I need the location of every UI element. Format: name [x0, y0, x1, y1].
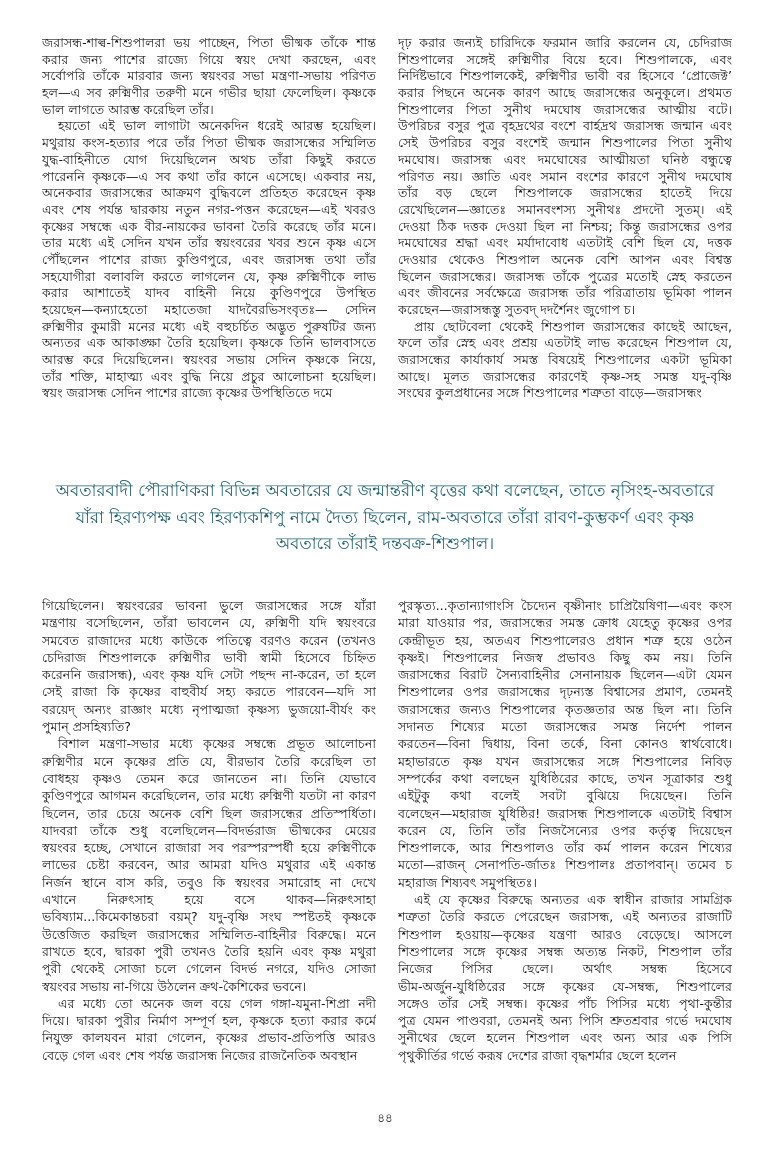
column-top-right: [398, 35, 732, 402]
text-line: হল—এ সব রুক্মিণীর তরুণী মনে গভীর ছায়া ফেলেছিল। কৃষ্ণকে: [42, 85, 376, 101]
text-line: পুত্র যেমন পাণ্ডবরা, তেমনই অন্য পিসি শ্রুতশ্রবার গর্ভে দমঘোষ: [398, 1013, 732, 1029]
text-line: সদানত শিষ্যের মতো জরাসন্ধের সমস্ত নির্দেশ পালন: [398, 719, 732, 735]
text-line: সম্পর্কের কথা বলছেন যুধিষ্ঠিরের কাছে, তখন সূত্রাকার শুধু: [398, 770, 732, 786]
text-line: বোধহয় কৃষ্ণও তেমন করে জানতেন না। তিনি যেভাবে: [42, 770, 376, 786]
column-bottom-right: [398, 597, 732, 1064]
text-line: স্বয়ংবর সভায় না-গিয়ে উঠলেন ক্রথ-কৈশিকের ভবনে।: [42, 978, 307, 994]
text-line: করেন যে, তিনি তাঁর নিজসৈন্যের ওপর কর্তৃত্ব দিয়েছেন: [398, 822, 732, 838]
text-line: মহাভারতে কৃষ্ণ যখন জরাসন্ধের সঙ্গে শিশুপালের নিবিড়: [398, 753, 732, 769]
text-line: সর্বোপরি তাঁকে মারবার জন্য স্বয়ংবর সভা মন্ত্রণা-সভায় পরিণত: [42, 68, 376, 84]
text-line: আরম্ভ করে দিয়েছিলেন। স্বয়ংবর সভায় সেদিন কৃষ্ণকে নিয়ে,: [42, 352, 376, 368]
text-line: জরাসন্ধের বিরাট সৈন্যবাহিনীর সেনানায়ক ছিলেন—এটা যেমন: [398, 667, 732, 683]
text-line: পুরস্কৃত্য...কৃতান্যাগাংসি চৈদ্যেন বৃষ্ণীনাং চাপ্রিয়ৈষিণা—এবং কংস: [398, 598, 732, 613]
text-line: রাখতে হবে, দ্বারকা পুরী তখনও তৈরি হয়নি এবং কৃষ্ণ মথুরা: [42, 943, 376, 959]
paragraph: [42, 597, 376, 735]
pull-quote-line: অবতারে তাঁরাই দন্তবক্র-শিশুপাল।: [275, 534, 495, 553]
text-line: বেড়ে গেল এবং শেষ পর্যন্ত জরাসন্ধ নিজের রাজনৈতিক অবস্থান: [42, 1047, 358, 1063]
pull-quote: [40, 478, 730, 558]
pull-quote-line: যাঁরা হিরণ্যপক্ষ এবং হিরণ্যকশিপু নামে দৈত্য ছিলেন, রাম-অবতারে তাঁরা রাবণ-কুম্ভকর্ণ এবং কৃষ্ণ: [75, 507, 695, 527]
text-line: সেই রাজা কি কৃষ্ণের বাহুবীর্য সহ্য করতে পারবেন—যদি সা: [42, 684, 376, 700]
text-line: সেই উপরিচর বসুর বংশেই জন্মান শিশুপালের পিতা সুনীথ: [398, 135, 732, 151]
paragraph: [42, 995, 376, 1064]
text-line: স্বয়ংবর হচ্ছে, সেখানে রাজারা সব পরস্পরস্পর্ধী হয়ে রুক্মিণীকে: [42, 840, 376, 856]
text-line: মতো—রাজন্ সেনাপতি-র্জাতঃ শিশুপালঃ প্রতাপবান্। তমেব চ: [398, 857, 732, 873]
text-line: শিশুপালের সঙ্গেই রুক্মিণীর বিয়ে হবে। শিশুপালকে, এবং: [398, 51, 732, 67]
text-line: দৃঢ় করার জন্যই চারিদিকে ফরমান জারি করলেন যে, চেদিরাজ: [398, 35, 732, 50]
text-line: কৃষ্ণই। শিশুপালের নিজস্ব প্রভাবও কিছু কম নয়। তিনি: [398, 649, 732, 665]
text-line: করার জন্য পাশের রাজ্যে গিয়ে স্বয়ং দেখা করছেন, এবং: [42, 51, 376, 67]
text-line: জরাসন্ধ-শাল্ব-শিশুপালরা ভয় পাচ্ছেন, পিতা ভীষ্মক তাঁকে শান্ত: [42, 35, 376, 50]
text-line: এইটুকু কথা বলেই সবটা বুঝিয়ে দিয়েছেন। তিনি: [398, 788, 732, 804]
column-top-left: [42, 35, 376, 402]
text-line: উপরিচর বসুর পুত্র বৃহদ্রথের বংশে বার্হদ্রথ জরাসন্ধ জন্মান এবং: [398, 118, 732, 134]
text-line: করতেন—বিনা দ্বিধায়, বিনা তর্কে, বিনা কোনও স্বার্থবোধে।: [398, 736, 732, 752]
text-line: শত্রুতা তৈরি করতে পেরেছেন জরাসন্ধ, এই অন্যতর রাজাটি: [398, 909, 732, 925]
text-line: প্রায় ছোটবেলা থেকেই শিশুপাল জরাসন্ধের কাছেই আছেন,: [414, 318, 732, 334]
text-line: শিশুপালের ওপর জরাসন্ধের দৃঢ়ন্যস্ত বিশ্বাসের প্রমাণ, তেমনই: [398, 684, 732, 700]
text-line: তাঁর বড় ছেলে শিশুপালকে জরাসন্ধের হাতেই দিয়ে: [398, 185, 732, 201]
text-line: সংঘের কুলপ্রধানের সঙ্গে শিশুপালের শত্রুতা বাড়ে—জরাসন্ধং: [398, 385, 702, 401]
paragraph: [42, 35, 376, 118]
text-line: দমঘোষের শ্রদ্ধা এবং মর্যাদাবোধ এতটাই বেশি ছিল যে, দত্তক: [398, 235, 732, 251]
column-bottom-left: [42, 597, 376, 1064]
paragraph: [42, 735, 376, 994]
text-line: উত্তেজিত করছিল জরাসন্ধের সম্মিলিত-বাহিনীর বিরুদ্ধে। মনে: [42, 926, 376, 942]
text-line: ছিলেন জরাসন্ধের। জরাসন্ধ তাঁকে পুত্রের মতোই স্নেহ করতেন: [398, 268, 732, 284]
text-line: ভীম-অর্জুন-যুধিষ্ঠিরের সঙ্গে কৃষ্ণের যে-সম্বন্ধ, শিশুপালের: [398, 978, 732, 994]
text-line: বিশাল মন্ত্রণা-সভার মধ্যে কৃষ্ণের সম্বন্ধে প্রভূত আলোচনা: [58, 736, 376, 752]
text-line: সহযোগীরা বলাবলি করতে লাগলেন যে, কৃষ্ণ রুক্মিণীকে লাভ: [42, 268, 376, 284]
text-line: দিয়ে। দ্বারকা পুরীর নির্মাণ সম্পূর্ণ হল, কৃষ্ণকে হত্যা করার কর্মে: [42, 1013, 376, 1029]
text-line: এবং শেষ পর্যন্ত দ্বারকায় নতুন নগর-পত্তন করেছেন—এই খবরও: [42, 201, 376, 217]
text-line: ভাল লাগতে আরম্ভ করেছিল তাঁর।: [42, 101, 214, 117]
text-line: কৃষ্ণের সম্বন্ধে এক বীর-নায়কের ভাবনা তৈরি করেছে তাঁর মনে।: [42, 218, 376, 234]
text-line: নির্দিষ্টভাবে শিশুপালকেই, রুক্মিণীর ভাবী বর হিসেবে ‘প্রোজেক্ট’: [398, 68, 732, 84]
text-line: দেওয়া ঠিক দত্তক দেওয়া ছিল না নিশ্চয়; কিন্তু জরাসন্ধের ওপর: [398, 218, 732, 234]
text-line: লাভের চেষ্টা করবেন, আর আমরা যদিও মথুরার এই একান্ত: [42, 857, 376, 873]
text-line: বলেছেন—মহারাজ যুধিষ্ঠির! জরাসন্ধ শিশুপালকে এতটাই বিশ্বাস: [398, 805, 732, 821]
text-line: ছিলেন, তার চেয়ে অনেক বেশি ছিল জরাসন্ধের প্রতিস্পর্ধিতা।: [42, 805, 376, 821]
text-line: স্বয়ং জরাসন্ধ সেদিন পাশের রাজ্যে কৃষ্ণের উপস্থিতিতে দমে: [42, 385, 333, 401]
text-line: তাঁর শক্তি, মাহাত্ম্য এবং বুদ্ধি নিয়ে প্রচুর আলোচনা হয়েছিল।: [42, 368, 376, 384]
paragraph: [398, 597, 732, 891]
paragraph: [398, 319, 732, 402]
paragraph: [398, 891, 732, 1064]
text-line: পৌঁছলেন পাশের রাজ্য কুণ্ডিণপুরে, এবং জরাসন্ধ তথা তাঁর: [42, 251, 376, 267]
text-line: পরিণত নয়। জ্ঞাতি এবং সমান বংশের কারণে সুনীথ দমঘোষ: [398, 168, 732, 184]
text-line: নিযুক্ত কালযবন মারা গেলেন, কৃষ্ণের প্রভাব-প্রতিপত্তি আরও: [42, 1030, 376, 1046]
text-line: দেওয়ার থেকেও শিশুপাল অনেক বেশি আপন এবং বিশ্বস্ত: [398, 251, 732, 267]
text-line: হয়তো এই ভাল লাগাটা অনেকদিন ধরেই আরম্ভ হয়েছিল।: [58, 118, 376, 134]
text-line: রুক্মিণীর কুমারী মনের মধ্যে এই বহুচর্চিত অদ্ভুত পুরুষটির জন্য: [42, 318, 376, 334]
text-line: আছে। মূলত জরাসন্ধের কারণেই কৃষ্ণ-সহ সমস্ত যদু-বৃষ্ণি: [398, 368, 732, 384]
text-line: করার আশাতেই যাদব বাহিনী নিয়ে কুণ্ডিণপুরে উপস্থিত: [42, 285, 376, 301]
text-line: কুণ্ডিণপুরে আগমন করেছিলেন, তার মধ্যে রুক্মিণী যতটা না কারণ: [42, 788, 376, 804]
text-line: গিয়েছিলেন। স্বয়ংবরের ভাবনা ভুলে জরাসন্ধের সঙ্গে যাঁরা: [42, 598, 376, 613]
text-line: মহারাজ শিষ্যবৎ সমুপস্থিতঃ।: [398, 874, 537, 890]
text-line: এবং জীবনের সর্বক্ষেত্রে জরাসন্ধ তাঁর পরিত্রাতায় ভূমিকা পালন: [398, 285, 732, 301]
text-line: কেন্দ্রীভূত হয়, অতএব শিশুপালেরও প্রধান শত্রু হয়ে ওঠেন: [398, 632, 732, 648]
text-line: যাদবরা তাঁকে শুধু বলেছিলেন—বিদর্ভরাজ ভীষ্মকের মেয়ের: [42, 822, 376, 838]
text-line: অন্যতর এক আকাঙ্ক্ষা তৈরি হয়েছিল। কৃষ্ণকে তিনি ভালবাসতে: [42, 335, 376, 351]
paragraph: [42, 118, 376, 402]
text-line: পৃথুকীর্তির গর্ভে করূষ দেশের রাজা বৃদ্ধশর্মার ছেলে হলেন: [398, 1047, 677, 1063]
text-line: সঙ্গেও তাঁর সেই সম্বন্ধ। কৃষ্ণের পাঁচ পিসির মধ্যে পৃথা-কুন্তীর: [398, 995, 732, 1011]
text-line: দমঘোষ। জরাসন্ধ এবং দমঘোষের আত্মীয়তা ঘনিষ্ঠ বন্ধুত্বে: [398, 151, 732, 167]
text-line: শিশুপালের পিতা সুনীথ দমঘোষ জরাসন্ধের আত্মীয় বটে।: [398, 101, 732, 117]
text-line: নির্জন স্থানে বাস করি, তবুও কি স্বয়ংবর সমারোহ না দেখে: [42, 874, 376, 890]
text-line: করেননি জরাসন্ধ), এবং কৃষ্ণ যদি সেটা পছন্দ না-করেন, তা হলে: [42, 667, 376, 683]
text-line: নিজের পিসির ছেলে। অর্থাৎ সম্বন্ধ হিসেবে: [398, 961, 732, 977]
text-line: তার মধ্যে এই সেদিন যখন তাঁর স্বয়ংবরের খবর শুনে কৃষ্ণ এসে: [42, 235, 376, 251]
page-number: ৪৪: [377, 1111, 393, 1125]
text-line: এই যে কৃষ্ণের বিরুদ্ধে অন্যতর এক স্বাধীন রাজার সামগ্রিক: [414, 892, 732, 908]
text-line: শিশুপালের সঙ্গে কৃষ্ণের সম্বন্ধ অত্যন্ত নিকট, শিশুপাল তাঁর: [398, 943, 732, 959]
text-line: মন্ত্রণায় বসেছিলেন, তাঁরা ভাবলেন যে, রুক্মিণী যদি স্বয়ংবরে: [42, 615, 376, 631]
text-line: পুমান্ প্রসহিষ্যতি?: [42, 719, 131, 735]
text-line: করেছেন—জরাসন্ধস্তু সুতবদ্ দদর্শৈনং জুগোপ চ।: [398, 302, 636, 317]
text-line: ফলে তাঁর স্নেহ এবং প্রশ্রয় এতটাই লাভ করেছেন শিশুপাল যে,: [398, 335, 732, 351]
text-line: শিশুপালকে, আর শিশুপালও তাঁর কর্ম পালন করেন শিষ্যের: [398, 840, 732, 856]
text-line: অনেকবার জরাসন্ধের আক্রমণ বুদ্ধিবলে প্রতিহত করেছেন কৃষ্ণ: [42, 185, 376, 201]
paragraph: [398, 35, 732, 319]
text-line: সমবেত রাজাদের মধ্যে কাউকে পতিত্বে বরণও করেন (তখনও: [42, 632, 376, 648]
text-line: এখানে নিরুৎসাহ হয়ে বসে থাকব—নিরুৎসাহা: [42, 892, 376, 908]
text-line: রুক্মিণীর মনে কৃষ্ণের প্রতি যে, বীরভাব তৈরি করেছিল তা: [42, 753, 376, 769]
text-line: হয়েছেন—কন্যাহেতো মহাতেজা যাদবৈরভিসংবৃতঃ— সেদিন: [42, 302, 376, 317]
text-line: বরয়েদ্ অন্যং রাজ্ঞাং মধ্যে নৃপাত্মজা কৃষ্ণস্য ভুজয়ো-বীর্যং কং: [42, 701, 376, 717]
text-line: করার পিছনে অনেক কারণ আছে জরাসন্ধের অনুকূলে। প্রথমত: [398, 85, 732, 101]
text-line: জরাসন্ধের কার্যাকার্য সমস্ত বিষয়েই শিশুপালের একটা ভূমিকা: [398, 352, 732, 368]
text-line: সুনীথের ছেলে হলেন শিশুপাল এবং অন্য আর এক পিসি: [398, 1030, 732, 1046]
text-line: মারা যাওয়ার পর, জরাসন্ধের সমস্ত ক্রোধ যেহেতু কৃষ্ণের ওপর: [398, 615, 732, 631]
text-line: জরাসন্ধের জন্যও শিশুপালের কৃতজ্ঞতার অন্ত ছিল না। তিনি: [398, 701, 732, 717]
pull-quote-line: অবতারবাদী পৌরাণিকরা বিভিন্ন অবতারের যে জন্মান্তরীণ বৃত্তের কথা বলেছেন, তাতে নৃসিংহ-অবতারে: [55, 481, 715, 500]
text-line: চেদিরাজ শিশুপালকে রুক্মিণীর ভাবী স্বামী হিসেবে চিহ্নিত: [42, 649, 376, 665]
text-line: রেখেছিলেন—জ্ঞাতেঃ সমানবংশস্য সুনীথঃ প্রদদৌ সুতম্। এই: [398, 201, 732, 217]
text-line: পারেননি কৃষ্ণকে—এ সব কথা তাঁর কানে এসেছে। একবার নয়,: [42, 168, 376, 184]
text-line: পুরী থেকেই সোজা চলে গেলেন বিদর্ভ নগরে, যদিও সোজা: [42, 961, 376, 977]
text-line: এর মধ্যে তো অনেক জল বয়ে গেল গঙ্গা-যমুনা-শিপ্রা নদী: [58, 995, 376, 1011]
text-line: যুদ্ধ-বাহিনীতে যোগ দিয়েছিলেন অথচ তাঁরা কিছুই করতে: [42, 151, 376, 167]
text-line: ভবিষ্যাম...কিমেকান্তচরা বয়ম্? যদু-বৃষ্ণি সংঘ স্পষ্টতই কৃষ্ণকে: [42, 909, 376, 925]
text-line: শিশুপাল হওয়ায়—কৃষ্ণের যন্ত্রণা আরও বেড়েছে। আসলে: [398, 926, 732, 942]
text-line: মথুরায় কংস-হত্যার পরে তাঁর পিতা ভীষ্মক জরাসন্ধের সম্মিলিত: [42, 135, 376, 151]
